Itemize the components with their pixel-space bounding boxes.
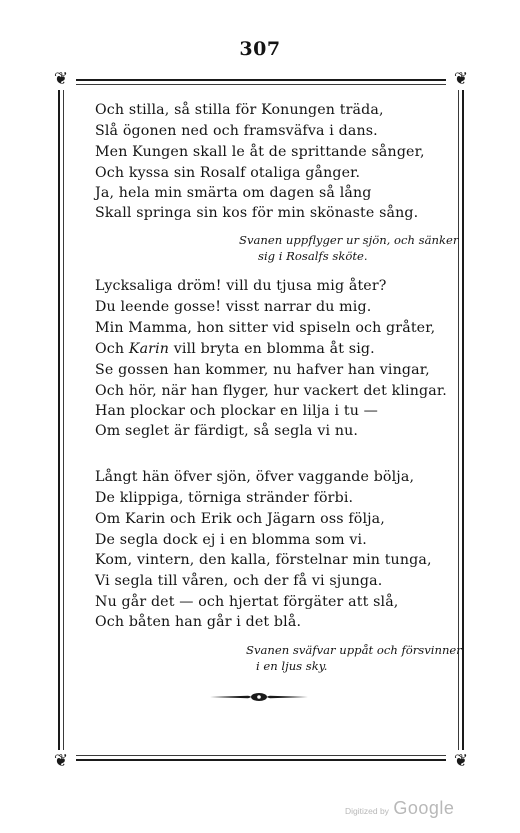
stage-direction-line: sig i Rosalfs sköte. — [258, 249, 368, 263]
verse-line: Men Kungen skall le åt de sprittande sånger, — [95, 144, 425, 160]
verse-line: Och stilla, så stilla för Konungen träda, — [95, 102, 384, 118]
corner-ornament-bottom-right: ❦ — [446, 750, 476, 772]
verse-line: Om seglet är färdigt, så segla vi nu. — [95, 423, 359, 439]
stage-direction-line: i en ljus sky. — [256, 659, 328, 673]
verse-line — [95, 339, 375, 359]
verse-line: Min Mamma, hon sitter vid spiseln och gråter, — [95, 320, 436, 336]
corner-ornament-bottom-left: ❦ — [46, 750, 76, 772]
verse-line: Ja, hela min smärta om dagen så lång — [95, 185, 372, 201]
stage-direction-line: Svanen sväfvar uppåt och försvinner — [246, 643, 462, 657]
verse-line: Och båten han går i det blå. — [95, 614, 302, 630]
verse-line: Slå ögonen ned och framsväfva i dans. — [95, 123, 378, 139]
verse-line: Vi segla till våren, och der få vi sjunga. — [95, 573, 383, 589]
verse-line: Han plockar och plockar en lilja i tu — — [95, 403, 378, 419]
verse-text: Och — [95, 341, 129, 357]
corner-ornament-top-right: ❦ — [446, 68, 476, 90]
verse-line: Och kyssa sin Rosalf otaliga gånger. — [95, 165, 361, 181]
verse-line: Nu går det — och hjertat förgäter att slå, — [95, 594, 399, 610]
verse-line: Kom, vintern, den kalla, förstelnar min tunga, — [95, 552, 432, 568]
verse-line: Och hör, när han flyger, hur vackert det klingar. — [95, 383, 447, 399]
verse-line: Om Karin och Erik och Jägarn oss följa, — [95, 511, 385, 527]
google-logo: Google — [393, 798, 455, 818]
character-name: Karin — [128, 341, 170, 357]
verse-line: Skall springa sin kos för min skönaste sång. — [95, 205, 419, 221]
verse-line: Se gossen han kommer, nu hafver han vingar, — [95, 362, 430, 378]
end-ornament — [208, 690, 310, 704]
verse-line: Du leende gosse! visst narrar du mig. — [95, 299, 372, 315]
corner-ornament-top-left: ❦ — [46, 68, 76, 90]
verse-text: vill bryta en blomma åt sig. — [169, 341, 375, 357]
verse-line: De segla dock ej i en blomma som vi. — [95, 532, 367, 548]
verse-line: Lycksaliga dröm! vill du tjusa mig åter? — [95, 278, 387, 294]
digitized-credit — [345, 798, 454, 819]
digitized-by-label: Digitized by — [345, 806, 389, 816]
page-number: 307 — [239, 38, 281, 60]
verse-line: Långt hän öfver sjön, öfver vaggande bölja, — [95, 469, 415, 485]
stage-direction-line: Svanen uppflyger ur sjön, och sänker — [239, 233, 459, 247]
verse-line: De klippiga, törniga stränder förbi. — [95, 490, 354, 506]
